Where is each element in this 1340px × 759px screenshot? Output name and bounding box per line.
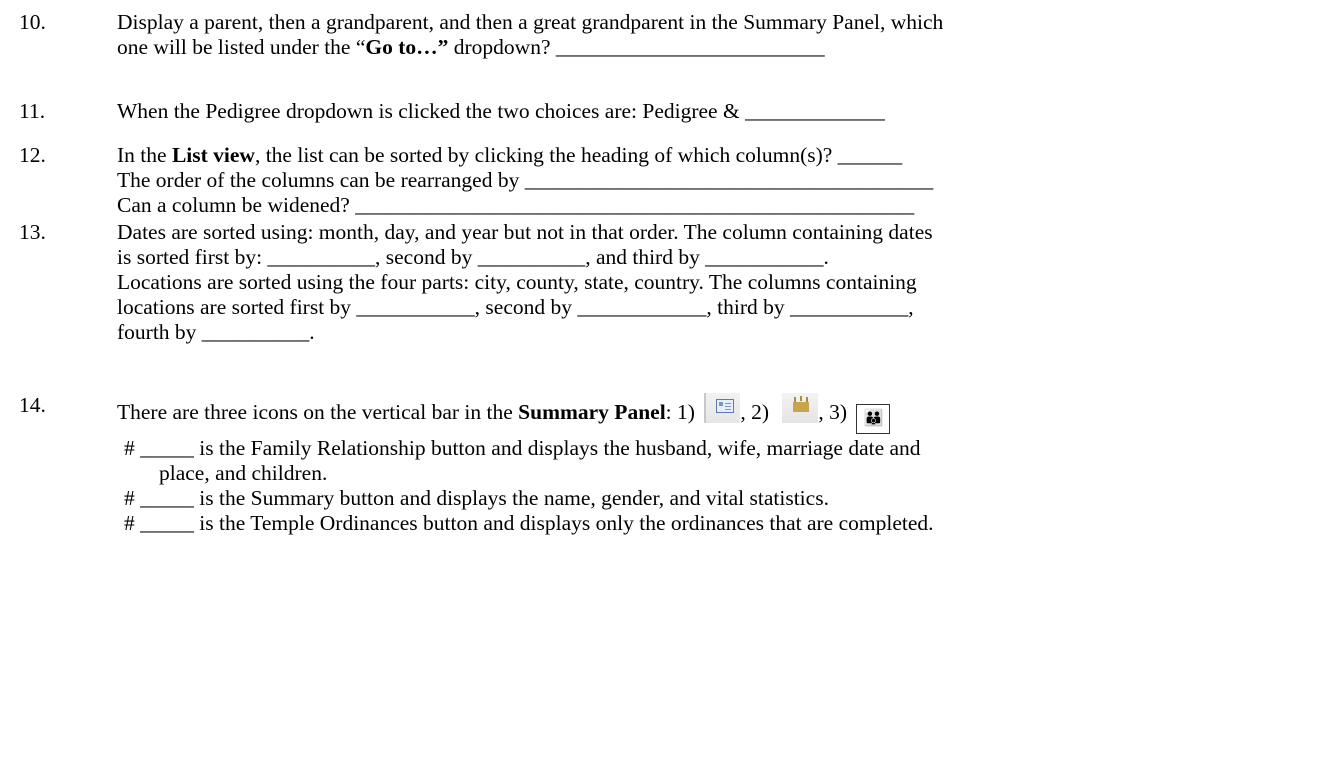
question-line-text: In the xyxy=(117,143,172,167)
question-number: 13. xyxy=(19,220,46,244)
question-line xyxy=(117,168,1332,193)
question-line-bold-text: Summary Panel xyxy=(518,400,666,424)
answer-line: # _____ is the Family Relationship button and displays the husband, wife, marriage date and xyxy=(124,436,921,460)
question-line xyxy=(117,99,1332,124)
question-line-text: Dates are sorted using: month, day, and year but not in that order. The column containing dates xyxy=(117,220,933,244)
answer-line: # _____ is the Temple Ordinances button and displays only the ordinances that are completed. xyxy=(124,511,934,535)
summary-icon[interactable] xyxy=(704,393,740,423)
question-number: 10. xyxy=(19,10,46,34)
question-line-text: There are three icons on the vertical bar in the xyxy=(117,400,519,424)
separator-text: , 3) xyxy=(818,400,853,424)
question-line xyxy=(117,320,1332,345)
question-body xyxy=(117,393,1332,427)
question-line-bold-text: Go to…” xyxy=(365,35,449,59)
question-line xyxy=(117,143,1332,168)
question-line-text: The order of the columns can be rearranged by ______________________________________ xyxy=(117,168,934,192)
question-line-text: , the list can be sorted by clicking the heading of which column(s)? ______ xyxy=(254,143,903,167)
question-line-text: : 1) xyxy=(665,400,701,424)
question-line xyxy=(117,220,1332,245)
question-line xyxy=(117,193,1332,218)
question-line xyxy=(117,10,1332,35)
question-body xyxy=(117,10,1332,60)
answer-line: # _____ is the Summary button and displays the name, gender, and vital statistics. xyxy=(124,486,829,510)
question-line-text: is sorted first by: __________, second by __________, and third by ___________. xyxy=(117,245,829,269)
question-line xyxy=(117,245,1332,270)
question-line-text: Display a parent, then a grandparent, and then a great grandparent in the Summary Panel, which xyxy=(117,10,944,34)
question-line xyxy=(117,393,1332,427)
question-body xyxy=(117,220,1332,345)
separator-text: , 2) xyxy=(740,400,775,424)
question-line-text: dropdown? _________________________ xyxy=(448,35,825,59)
question-line-text: Can a column be widened? ____________________________________________________ xyxy=(117,193,915,217)
answer-line: place, and children. xyxy=(159,461,328,485)
question-line-text: locations are sorted first by ___________, second by ____________, third by ___________, xyxy=(117,295,914,319)
question-line xyxy=(117,270,1332,295)
question-number: 11. xyxy=(19,99,46,123)
question-line-text: fourth by __________. xyxy=(117,320,315,344)
question-line-text: one will be listed under the “ xyxy=(117,35,366,59)
question-line-bold-text: List view xyxy=(171,143,255,167)
question-line-text: Locations are sorted using the four parts: city, county, state, country. The columns containing xyxy=(117,270,917,294)
family-icon[interactable]: 👪 xyxy=(856,404,890,434)
question-body xyxy=(117,99,1332,124)
question-body xyxy=(117,143,1332,218)
temple-icon[interactable] xyxy=(782,393,818,423)
question-number: 12. xyxy=(19,143,46,167)
question-line xyxy=(117,35,1332,60)
question-line-text: When the Pedigree dropdown is clicked the two choices are: Pedigree & _____________ xyxy=(117,99,885,123)
question-line xyxy=(117,295,1332,320)
question-number: 14. xyxy=(19,393,46,417)
